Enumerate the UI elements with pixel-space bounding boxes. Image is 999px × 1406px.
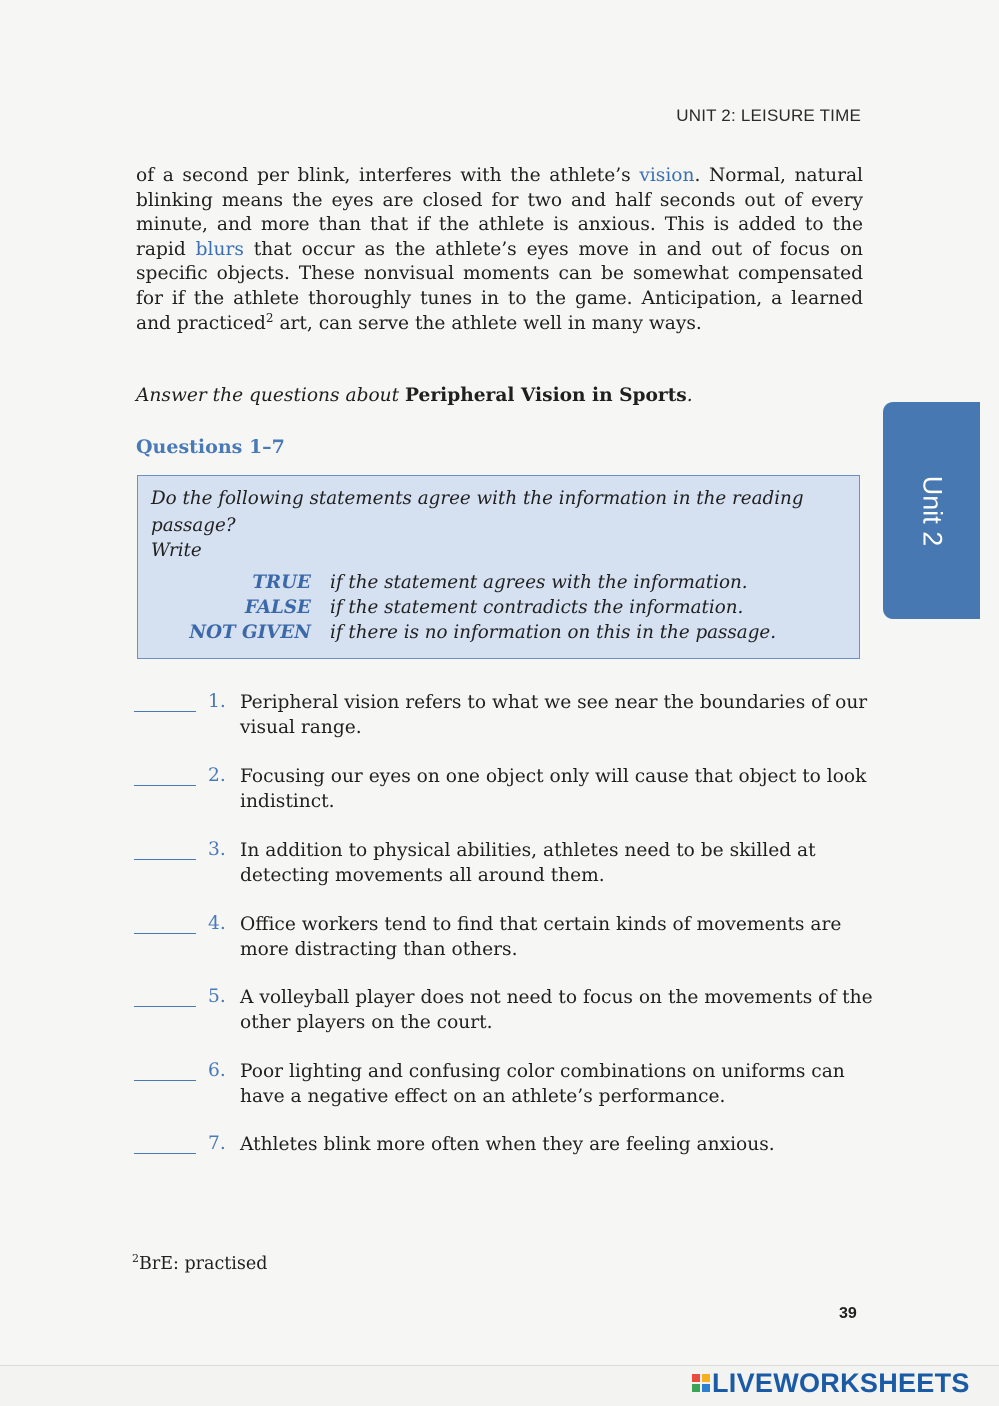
footnote-text: BrE: practised	[139, 1253, 268, 1274]
question-text: In addition to physical abilities, athletes need to be skilled at detecting movements all around them.	[240, 840, 816, 886]
key-definition: if the statement contradicts the information.	[330, 597, 744, 618]
unit-side-tab	[883, 402, 980, 619]
key-term-not-given: NOT GIVEN	[189, 622, 311, 643]
logo-square	[702, 1374, 710, 1382]
footer-divider	[0, 1365, 999, 1366]
key-term-true: TRUE	[252, 572, 311, 593]
question-text: Athletes blink more often when they are feeling anxious.	[240, 1134, 775, 1155]
header-section: LEISURE TIME	[740, 106, 861, 125]
vocab-vision[interactable]: vision	[639, 165, 695, 186]
answer-blank[interactable]	[134, 1080, 196, 1081]
header-unit: UNIT 2:	[676, 106, 736, 125]
key-definition: if the statement agrees with the information.	[330, 572, 748, 593]
answer-key-row	[138, 572, 861, 597]
unit-tab-label: Unit 2	[917, 475, 947, 546]
liveworksheets-wordmark: LIVEWORKSHEETS	[712, 1367, 970, 1398]
question-text: Peripheral vision refers to what we see near the boundaries of our visual range.	[240, 692, 868, 738]
answer-blank[interactable]	[134, 711, 196, 712]
answer-blank[interactable]	[134, 785, 196, 786]
question-item	[134, 986, 874, 1042]
liveworksheets-icon	[692, 1374, 710, 1392]
vocab-blurs[interactable]: blurs	[195, 238, 244, 260]
passage-text-2: . Normal, natural blinking means the eyes are closed for two and half seconds out of every minute, and more than that if the athlete is anxious. This is added to the rapid	[136, 165, 863, 260]
answer-blank[interactable]	[134, 933, 196, 934]
answer-blank[interactable]	[134, 1153, 196, 1154]
question-text: A volleyball player does not need to focus on the movements of the other players on the court.	[240, 987, 873, 1033]
logo-square	[692, 1374, 700, 1382]
instruction-suffix: .	[686, 385, 693, 406]
question-item	[134, 1133, 874, 1189]
running-header	[676, 106, 861, 126]
question-item	[134, 913, 874, 969]
directions-intro: Do the following statements agree with the information in the reading passage?	[151, 488, 804, 536]
question-number: 6.	[208, 1060, 226, 1081]
question-item	[134, 839, 874, 895]
question-text: Focusing our eyes on one object only will cause that object to look indistinct.	[240, 766, 867, 812]
answer-blank[interactable]	[134, 859, 196, 860]
question-item	[134, 765, 874, 821]
passage-text-1: of a second per blink, interferes with the athlete’s	[136, 165, 640, 186]
question-number: 3.	[208, 839, 226, 860]
task-instruction	[136, 385, 693, 406]
answer-key-row	[138, 622, 861, 647]
logo-square	[702, 1384, 710, 1392]
question-number: 5.	[208, 986, 226, 1007]
question-number: 2.	[208, 765, 226, 786]
footnote	[132, 1252, 267, 1274]
liveworksheets-logo[interactable]	[692, 1368, 970, 1398]
answer-key-row	[138, 597, 861, 622]
question-item	[134, 1060, 874, 1116]
reading-passage	[136, 164, 863, 336]
passage-text-3: that occur as the athlete’s eyes move in and out of focus on specific objects. These nonvisual moments can be somewhat compensated for if the athlete thoroughly tunes in to the game. Anticipation, a learned and practiced	[136, 238, 863, 334]
footnote-number: 2	[132, 1252, 139, 1265]
passage-title: Peripheral Vision in Sports	[405, 385, 687, 406]
key-definition: if there is no information on this in the passage.	[330, 622, 777, 643]
questions-heading: Questions 1–7	[136, 436, 285, 458]
directions-write: Write	[151, 540, 202, 561]
question-item	[134, 691, 874, 747]
instruction-prefix: Answer the questions about	[136, 385, 406, 406]
answer-blank[interactable]	[134, 1006, 196, 1007]
footnote-marker: 2	[265, 310, 274, 325]
logo-square	[692, 1384, 700, 1392]
passage-text-4: art, can serve the athlete well in many ways.	[273, 312, 702, 334]
page-number: 39	[839, 1305, 857, 1322]
question-number: 4.	[208, 913, 226, 934]
question-number: 1.	[208, 691, 226, 712]
question-text: Poor lighting and confusing color combinations on uniforms can have a negative effect on an athlete’s performance.	[240, 1061, 845, 1107]
directions-box	[137, 475, 860, 659]
question-text: Office workers tend to find that certain kinds of movements are more distracting than others.	[240, 914, 842, 960]
question-number: 7.	[208, 1133, 226, 1154]
key-term-false: FALSE	[244, 597, 311, 618]
